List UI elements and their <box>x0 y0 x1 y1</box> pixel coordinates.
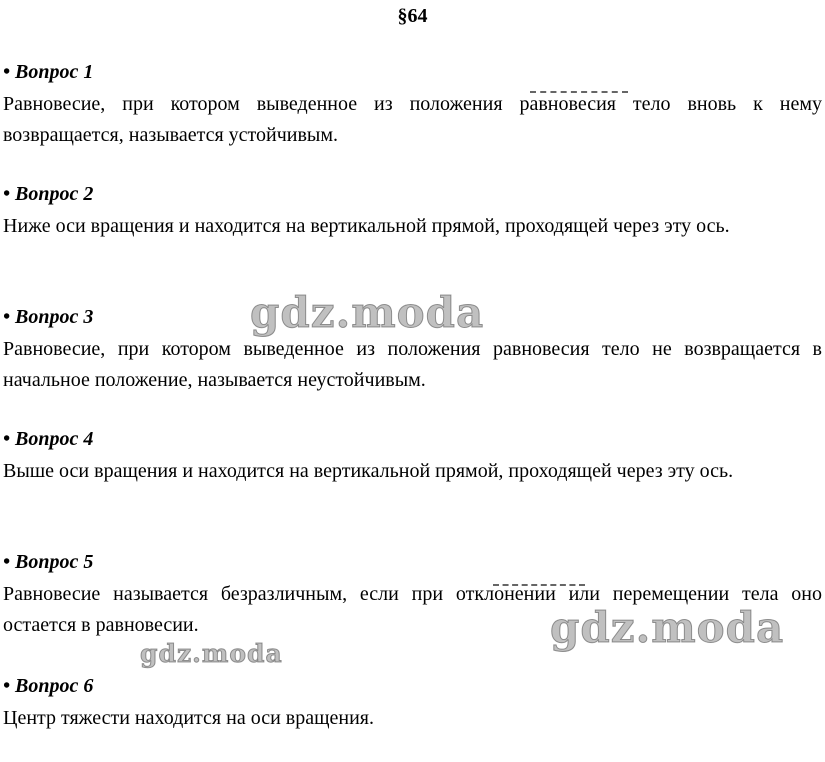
question-3 <box>3 305 822 396</box>
scan-mark-top <box>530 91 628 96</box>
question-2-heading: • Вопрос 2 <box>3 183 94 205</box>
question-4-heading: • Вопрос 4 <box>3 428 94 450</box>
watermark-right: gdz.moda <box>550 603 785 652</box>
question-1-heading: • Вопрос 1 <box>3 61 94 83</box>
question-3-heading: • Вопрос 3 <box>3 306 94 328</box>
question-2 <box>3 182 822 242</box>
question-5-answer: Равновесие называется безразличным, если при отклонении или перемещении тела оно остается в равновесии. <box>3 583 822 636</box>
watermark-small: gdz.moda <box>140 639 283 668</box>
question-6-heading: • Вопрос 6 <box>3 675 94 697</box>
question-6-answer: Центр тяжести находится на оси вращения. <box>3 707 374 729</box>
question-5 <box>3 550 822 641</box>
question-5-heading: • Вопрос 5 <box>3 551 94 573</box>
question-2-answer: Ниже оси вращения и находится на вертикальной прямой, проходящей через эту ось. <box>3 215 730 237</box>
question-4-answer: Выше оси вращения и находится на вертикальной прямой, проходящей через эту ось. <box>3 460 734 482</box>
question-4 <box>3 427 822 487</box>
scan-mark-middle <box>493 584 585 589</box>
page-title: §64 <box>397 5 428 27</box>
question-1-answer: Равновесие, при котором выведенное из положения равновесия тело вновь к нему возвращается, называется устойчивым. <box>3 93 822 146</box>
question-3-answer: Равновесие, при котором выведенное из положения равновесия тело не возвращается в начальное положение, называется неустойчивым. <box>3 338 822 391</box>
question-1 <box>3 60 822 151</box>
watermark-center: gdz.moda <box>250 288 485 337</box>
question-6 <box>3 674 822 734</box>
